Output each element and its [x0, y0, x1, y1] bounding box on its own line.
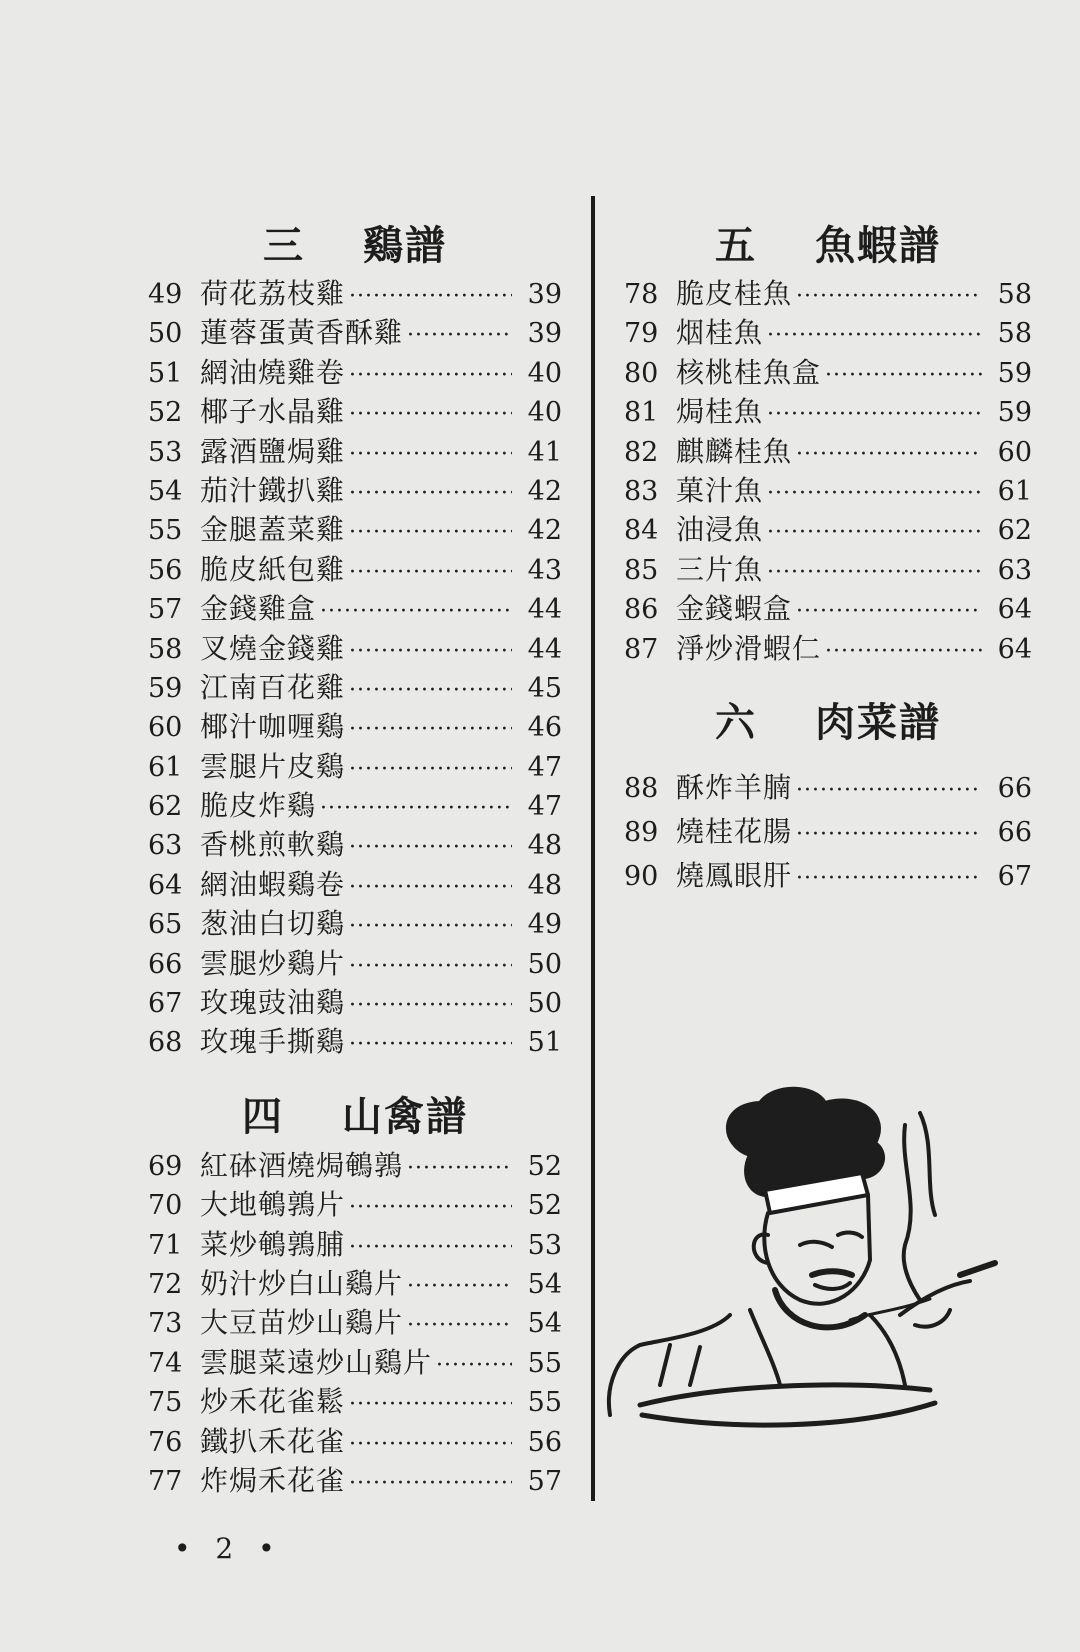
entry-number: 49 [148, 279, 183, 310]
dot-leader [349, 632, 512, 671]
entry-number: 68 [148, 1027, 183, 1059]
entry-page-number: 58 [997, 279, 1032, 310]
entry-title: 香桃煎軟鷄 [200, 828, 346, 862]
dot-leader [349, 1385, 512, 1424]
dot-leader [349, 828, 512, 867]
dot-leader [349, 513, 512, 552]
entry-number: 66 [148, 948, 183, 980]
entry-title: 金錢雞盒 [200, 592, 317, 626]
entry-title: 荷花荔枝雞 [200, 277, 346, 310]
dot-leader [767, 553, 982, 592]
entry-number: 63 [148, 830, 183, 862]
toc-entry [148, 944, 562, 983]
entry-title: 雲腿片皮鷄 [200, 749, 346, 783]
section-heading-game-birds [148, 1082, 562, 1146]
recipe-list-game-birds [148, 1146, 562, 1501]
entry-page-number: 60 [997, 436, 1032, 468]
entry-number: 88 [624, 772, 659, 804]
toc-entry [148, 1022, 562, 1061]
toc-entry [148, 1185, 562, 1224]
entry-title: 燒鳳眼肝 [676, 858, 793, 892]
entry-number: 79 [624, 318, 659, 350]
dot-leader [825, 632, 982, 671]
entry-number: 84 [624, 515, 659, 547]
toc-entry [148, 747, 562, 786]
entry-number: 75 [148, 1387, 183, 1419]
toc-entry [148, 629, 562, 668]
entry-number: 74 [148, 1347, 183, 1379]
dot-leader [349, 1025, 512, 1064]
entry-page-number: 58 [997, 318, 1032, 350]
entry-number: 90 [624, 860, 659, 892]
entry-title: 烟桂魚 [676, 316, 764, 350]
section-number: 三 [263, 222, 305, 269]
entry-title: 大地鵪鶉片 [200, 1188, 346, 1222]
entry-number: 85 [624, 554, 659, 586]
toc-entry [148, 983, 562, 1022]
entry-page-number: 63 [997, 554, 1032, 586]
entry-page-number: 52 [527, 1190, 562, 1222]
entry-number: 76 [148, 1426, 183, 1458]
dot-leader [349, 907, 512, 946]
dot-leader [349, 868, 512, 907]
recipe-list-fish-shrimp [624, 274, 1032, 668]
toc-entry [148, 353, 562, 392]
toc-right-column [624, 210, 1032, 898]
section-heading-meat-dishes [624, 688, 1032, 752]
entry-page-number: 45 [527, 672, 562, 704]
toc-entry [148, 1343, 562, 1382]
section-number: 五 [715, 222, 757, 269]
entry-page-number: 39 [527, 318, 562, 350]
dot-leader [407, 1267, 512, 1306]
toc-entry [148, 1264, 562, 1303]
entry-page-number: 52 [527, 1150, 562, 1182]
column-divider [591, 196, 595, 1501]
entry-page-number: 66 [997, 772, 1032, 804]
dot-leader [349, 553, 512, 592]
section-title: 鷄譜 [363, 222, 447, 269]
entry-title: 椰子水晶雞 [200, 395, 346, 429]
toc-entry [148, 825, 562, 864]
entry-number: 71 [148, 1229, 183, 1261]
entry-title: 茄汁鐵扒雞 [200, 473, 346, 507]
entry-title: 椰汁咖喱鷄 [200, 710, 346, 744]
entry-page-number: 46 [527, 712, 562, 744]
entry-title: 玫瑰手撕鷄 [200, 1025, 346, 1059]
section-heading-chicken [148, 210, 562, 274]
entry-number: 78 [624, 279, 659, 310]
toc-entry [624, 432, 1032, 471]
entry-title: 金錢蝦盒 [676, 592, 793, 626]
dot-leader [407, 1306, 512, 1345]
entry-page-number: 48 [527, 830, 562, 862]
entry-page-number: 64 [997, 633, 1032, 665]
toc-entry [624, 313, 1032, 352]
section-number: 四 [242, 1094, 284, 1141]
toc-entry [624, 854, 1032, 898]
dot-leader [349, 1188, 512, 1227]
entry-number: 50 [148, 318, 183, 350]
entry-title: 露酒鹽焗雞 [200, 434, 346, 468]
dot-leader [349, 395, 512, 434]
toc-entry [148, 392, 562, 431]
entry-number: 58 [148, 633, 183, 665]
toc-entry [148, 313, 562, 352]
section-heading-fish-shrimp [624, 210, 1032, 274]
entry-page-number: 57 [527, 1465, 562, 1497]
toc-entry [148, 550, 562, 589]
entry-page-number: 59 [997, 397, 1032, 429]
toc-entry [624, 392, 1032, 431]
dot-leader [349, 986, 512, 1025]
entry-page-number: 39 [527, 279, 562, 310]
entry-number: 70 [148, 1190, 183, 1222]
entry-page-number: 54 [527, 1308, 562, 1340]
entry-number: 77 [148, 1465, 183, 1497]
dot-leader [349, 947, 512, 986]
dot-leader [349, 750, 512, 789]
entry-number: 80 [624, 357, 659, 389]
toc-entry [148, 274, 562, 313]
entry-title: 酥炸羊腩 [676, 770, 793, 804]
entry-page-number: 67 [997, 860, 1032, 892]
toc-entry [148, 1303, 562, 1342]
entry-page-number: 55 [527, 1347, 562, 1379]
entry-title: 焗桂魚 [676, 395, 764, 429]
entry-title: 奶汁炒白山鷄片 [200, 1266, 404, 1300]
entry-number: 52 [148, 397, 183, 429]
entry-title: 脆皮桂魚 [676, 277, 793, 310]
entry-number: 86 [624, 594, 659, 626]
dot-leader [407, 316, 512, 355]
entry-page-number: 44 [527, 633, 562, 665]
toc-entry [148, 432, 562, 471]
entry-title: 鐵扒禾花雀 [200, 1424, 346, 1458]
entry-page-number: 40 [527, 357, 562, 389]
entry-title: 叉燒金錢雞 [200, 631, 346, 665]
toc-entry [148, 1461, 562, 1500]
entry-title: 脆皮炸鷄 [200, 789, 317, 823]
entry-number: 59 [148, 672, 183, 704]
entry-number: 56 [148, 554, 183, 586]
entry-title: 麒麟桂魚 [676, 434, 793, 468]
dot-leader [349, 474, 512, 513]
recipe-list-chicken [148, 274, 562, 1062]
entry-title: 江南百花雞 [200, 670, 346, 704]
dot-leader [349, 671, 512, 710]
toc-entry [624, 589, 1032, 628]
dot-leader [796, 277, 982, 316]
entry-page-number: 59 [997, 357, 1032, 389]
toc-entry [624, 550, 1032, 589]
entry-title: 雲腿炒鷄片 [200, 946, 346, 980]
entry-title: 淨炒滑蝦仁 [676, 631, 822, 665]
entry-page-number: 54 [527, 1268, 562, 1300]
entry-title: 菓汁魚 [676, 473, 764, 507]
entry-page-number: 40 [527, 397, 562, 429]
entry-title: 葱油白切鷄 [200, 907, 346, 941]
dot-leader [349, 1464, 512, 1503]
recipe-list-meat-dishes [624, 766, 1032, 898]
dot-leader [796, 769, 982, 813]
toc-entry [148, 471, 562, 510]
toc-entry [148, 1422, 562, 1461]
dot-leader [767, 513, 982, 552]
dot-leader [349, 356, 512, 395]
dot-leader [407, 1149, 512, 1188]
entry-title: 大豆苗炒山鷄片 [200, 1306, 404, 1340]
entry-page-number: 50 [527, 988, 562, 1020]
entry-page-number: 53 [527, 1229, 562, 1261]
entry-number: 55 [148, 515, 183, 547]
dot-leader [349, 1425, 512, 1464]
section-number: 六 [715, 700, 757, 747]
entry-page-number: 66 [997, 816, 1032, 848]
entry-page-number: 51 [527, 1027, 562, 1059]
entry-title: 雲腿菜遠炒山鷄片 [200, 1345, 433, 1379]
section-title: 肉菜譜 [815, 700, 941, 747]
toc-entry [624, 766, 1032, 810]
entry-number: 87 [624, 633, 659, 665]
dot-leader [349, 277, 512, 316]
entry-page-number: 55 [527, 1387, 562, 1419]
toc-entry [148, 1146, 562, 1185]
entry-title: 菜炒鵪鶉脯 [200, 1227, 346, 1261]
entry-title: 玫瑰豉油鷄 [200, 986, 346, 1020]
toc-entry [148, 668, 562, 707]
toc-entry [148, 1225, 562, 1264]
entry-number: 81 [624, 397, 659, 429]
toc-entry [148, 707, 562, 746]
toc-entry [148, 510, 562, 549]
entry-page-number: 47 [527, 791, 562, 823]
entry-title: 核桃桂魚盒 [676, 355, 822, 389]
entry-page-number: 56 [527, 1426, 562, 1458]
entry-title: 油浸魚 [676, 513, 764, 547]
dot-leader [796, 813, 982, 857]
section-title: 魚蝦譜 [815, 222, 941, 269]
toc-entry [148, 865, 562, 904]
toc-entry [624, 510, 1032, 549]
entry-number: 67 [148, 988, 183, 1020]
dot-leader [349, 435, 512, 474]
dot-leader [436, 1346, 512, 1385]
page-number: • 2 • [174, 1532, 283, 1565]
toc-entry [148, 589, 562, 628]
entry-page-number: 62 [997, 515, 1032, 547]
entry-number: 64 [148, 869, 183, 901]
entry-page-number: 48 [527, 869, 562, 901]
entry-page-number: 47 [527, 751, 562, 783]
toc-entry [624, 274, 1032, 313]
entry-title: 脆皮紙包雞 [200, 552, 346, 586]
entry-number: 89 [624, 816, 659, 848]
entry-number: 54 [148, 475, 183, 507]
entry-number: 53 [148, 436, 183, 468]
entry-number: 72 [148, 1268, 183, 1300]
entry-title: 蓮蓉蛋黃香酥雞 [200, 316, 404, 350]
entry-title: 燒桂花腸 [676, 814, 793, 848]
entry-number: 65 [148, 909, 183, 941]
entry-page-number: 44 [527, 594, 562, 626]
dot-leader [320, 592, 512, 631]
entry-page-number: 49 [527, 909, 562, 941]
entry-number: 73 [148, 1308, 183, 1340]
entry-number: 61 [148, 751, 183, 783]
entry-number: 83 [624, 475, 659, 507]
entry-title: 紅砵酒燒焗鵪鶉 [200, 1148, 404, 1182]
toc-left-column [148, 210, 562, 1500]
toc-entry [624, 353, 1032, 392]
dot-leader [767, 395, 982, 434]
entry-page-number: 50 [527, 948, 562, 980]
entry-number: 62 [148, 791, 183, 823]
toc-entry [624, 629, 1032, 668]
entry-page-number: 64 [997, 594, 1032, 626]
entry-page-number: 61 [997, 475, 1032, 507]
dot-leader [767, 474, 982, 513]
entry-title: 網油燒雞卷 [200, 355, 346, 389]
entry-page-number: 41 [527, 436, 562, 468]
toc-entry [148, 1382, 562, 1421]
entry-number: 60 [148, 712, 183, 744]
toc-entry [148, 786, 562, 825]
toc-entry [148, 904, 562, 943]
entry-title: 金腿蓋菜雞 [200, 513, 346, 547]
dot-leader [349, 710, 512, 749]
dot-leader [320, 789, 512, 828]
entry-page-number: 42 [527, 475, 562, 507]
dot-leader [825, 356, 982, 395]
entry-title: 網油蝦鷄卷 [200, 867, 346, 901]
dot-leader [796, 435, 982, 474]
entry-number: 51 [148, 357, 183, 389]
toc-entry [624, 810, 1032, 854]
entry-number: 57 [148, 594, 183, 626]
chef-tasting-icon [600, 1085, 1010, 1435]
toc-entry [624, 471, 1032, 510]
dot-leader [796, 857, 982, 901]
entry-title: 炒禾花雀鬆 [200, 1385, 346, 1419]
dot-leader [349, 1228, 512, 1267]
entry-title: 三片魚 [676, 552, 764, 586]
dot-leader [767, 316, 982, 355]
entry-number: 69 [148, 1150, 183, 1182]
entry-page-number: 43 [527, 554, 562, 586]
entry-title: 炸焗禾花雀 [200, 1463, 346, 1497]
dot-leader [796, 592, 982, 631]
entry-number: 82 [624, 436, 659, 468]
entry-page-number: 42 [527, 515, 562, 547]
section-title: 山禽譜 [342, 1094, 468, 1141]
